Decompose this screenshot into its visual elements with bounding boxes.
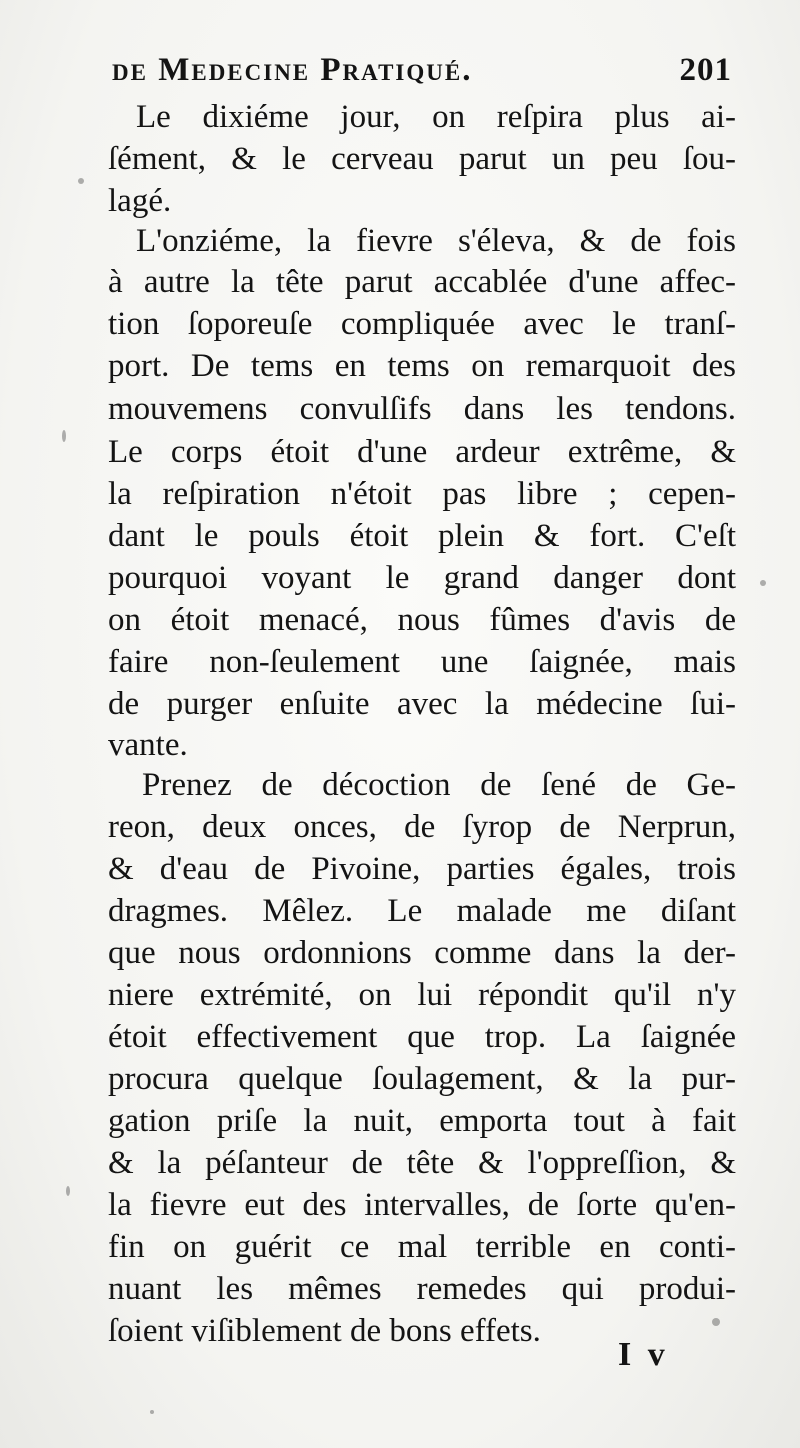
text-line: mouvemens convulſifs dans les tendons. bbox=[108, 391, 736, 427]
text-line: dragmes. Mêlez. Le malade me diſant bbox=[108, 893, 736, 929]
text-line: la reſpiration n'étoit pas libre ; cepen- bbox=[108, 476, 736, 512]
text-line: nuant les mêmes remedes qui produi- bbox=[108, 1271, 736, 1307]
text-line: fin on guérit ce mal terrible en conti- bbox=[108, 1229, 736, 1265]
text-line: on étoit menacé, nous fûmes d'avis de bbox=[108, 602, 736, 638]
ink-speck bbox=[66, 1186, 70, 1196]
text-line: reon, deux onces, de ſyrop de Nerprun, bbox=[108, 809, 736, 845]
text-line: procura quelque ſoulagement, & la pur- bbox=[108, 1061, 736, 1097]
catchword: I v bbox=[618, 1336, 669, 1373]
text-line: la fievre eut des intervalles, de ſorte qu'en- bbox=[108, 1187, 736, 1223]
page-number: 201 bbox=[679, 52, 732, 88]
running-title: de Medecine Pratiqué. bbox=[112, 52, 473, 88]
ink-speck bbox=[712, 1318, 720, 1326]
text-line: L'onziéme, la fievre s'éleva, & de fois bbox=[136, 223, 736, 259]
text-line: de purger enſuite avec la médecine ſui- bbox=[108, 686, 736, 722]
running-header bbox=[112, 52, 732, 92]
text-line: vante. bbox=[108, 727, 188, 763]
text-line: pourquoi voyant le grand danger dont bbox=[108, 560, 736, 596]
text-line: Le corps étoit d'une ardeur extrême, & bbox=[108, 434, 736, 470]
text-line: lagé. bbox=[108, 183, 172, 219]
text-line: étoit effectivement que trop. La ſaignée bbox=[108, 1019, 736, 1055]
text-line: & d'eau de Pivoine, parties égales, trois bbox=[108, 851, 736, 887]
text-line: port. De tems en tems on remarquoit des bbox=[108, 348, 736, 384]
ink-speck bbox=[78, 178, 84, 184]
text-line: que nous ordonnions comme dans la der- bbox=[108, 935, 736, 971]
text-line: Prenez de décoction de ſené de Ge- bbox=[142, 767, 736, 803]
text-line: à autre la tête parut accablée d'une affec- bbox=[108, 264, 736, 300]
text-line: tion ſoporeuſe compliquée avec le tranſ- bbox=[108, 306, 736, 342]
text-line: gation priſe la nuit, emporta tout à fait bbox=[108, 1103, 736, 1139]
text-line: Le dixiéme jour, on reſpira plus ai- bbox=[136, 99, 736, 135]
ink-speck bbox=[62, 430, 66, 442]
text-line: ſément, & le cerveau parut un peu ſou- bbox=[108, 141, 736, 177]
text-line: faire non-ſeulement une ſaignée, mais bbox=[108, 644, 736, 680]
text-line: niere extrémité, on lui répondit qu'il n'y bbox=[108, 977, 736, 1013]
text-line: ſoient viſiblement de bons effets. bbox=[108, 1313, 541, 1349]
text-line: & la péſanteur de tête & l'oppreſſion, & bbox=[108, 1145, 736, 1181]
ink-speck bbox=[150, 1410, 154, 1414]
ink-speck bbox=[760, 580, 766, 586]
text-line: dant le pouls étoit plein & fort. C'eſt bbox=[108, 518, 736, 554]
